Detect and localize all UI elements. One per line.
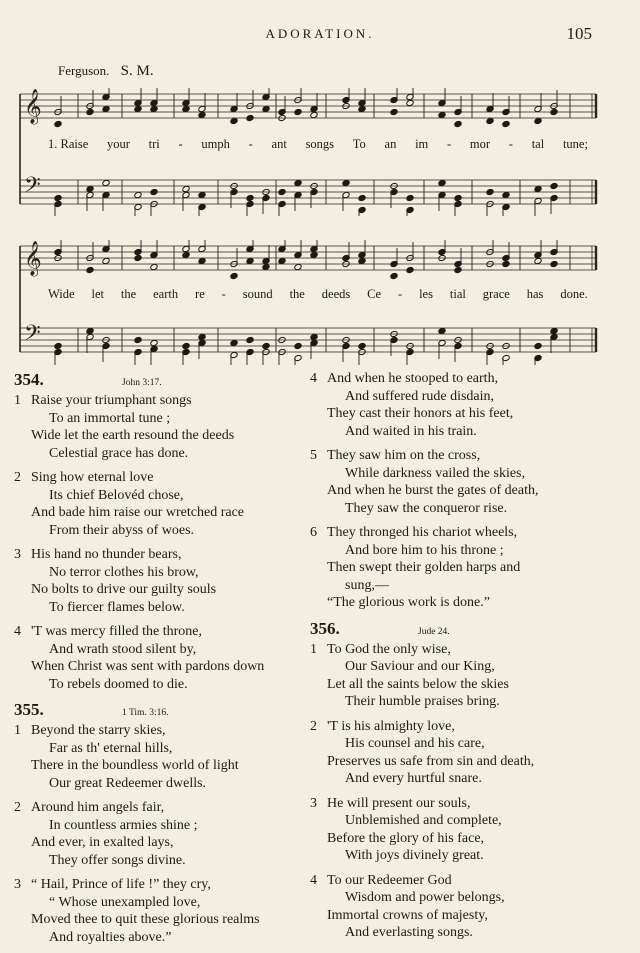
stanza-number: 5 — [310, 448, 317, 463]
line-text: Unblemished and complete, — [345, 813, 502, 828]
stanza-line — [310, 924, 610, 942]
stanza-number: 4 — [14, 624, 21, 639]
line-text: Moved thee to quit these glorious realms — [31, 912, 260, 927]
lyric-syllable: your — [107, 137, 130, 151]
running-head: ADORATION. — [265, 26, 375, 41]
stanza-line — [310, 559, 610, 577]
line-text: They saw him on the cross, — [327, 448, 481, 463]
line-text: Let all the saints below the skies — [327, 676, 509, 692]
lyric-line-1 — [14, 137, 602, 152]
stanza — [14, 469, 304, 539]
stanza-line — [14, 427, 304, 445]
stanza-line — [14, 658, 304, 676]
stanza-number: 2 — [14, 470, 21, 485]
stanza — [310, 524, 610, 612]
stanza — [310, 641, 610, 711]
hymn-number: 354. — [14, 370, 44, 389]
line-text: And everlasting songs. — [345, 925, 473, 940]
line-text: No bolts to drive our guilty souls — [31, 582, 217, 597]
stanza-line — [310, 889, 610, 907]
lyric-syllable: grace — [482, 287, 510, 301]
stanza-number: 1 — [14, 723, 21, 738]
lyric-syllable: the — [120, 287, 137, 301]
line-text: Around him angels fair, — [31, 800, 165, 815]
stanza — [310, 718, 610, 788]
line-text: 'T was mercy filled the throne, — [31, 624, 202, 639]
stanza-number: 2 — [14, 800, 21, 815]
lyric-syllable: - — [447, 137, 452, 151]
stanza-line — [310, 676, 610, 694]
stanza-line — [14, 564, 304, 582]
lyric-syllable: deeds — [321, 287, 351, 301]
line-text: There in the boundless world of light — [31, 758, 239, 773]
stanza-number: 2 — [310, 718, 317, 734]
line-text: Before the glory of his face, — [327, 830, 485, 846]
stanza-line — [14, 546, 304, 564]
right-column — [310, 370, 610, 949]
line-text: Wisdom and power belongs, — [345, 890, 505, 905]
stanza-line — [14, 392, 304, 410]
hymn-354 — [14, 370, 304, 693]
stanza-line — [310, 465, 610, 483]
stanza-line — [310, 594, 610, 612]
line-text: And waited in his train. — [345, 423, 477, 439]
bass-clef: 𝄢 — [24, 321, 41, 350]
line-text: Wide let the earth resound the deeds — [31, 428, 235, 443]
line-text: Sing how eternal love — [31, 470, 154, 485]
lyric-syllable: To — [352, 137, 366, 151]
stanza-line — [310, 735, 610, 753]
line-text: To God the only wise, — [327, 641, 451, 657]
lyric-syllable: 1. Raise — [48, 137, 89, 151]
lyric-syllable: the — [289, 287, 305, 301]
stanza-line — [310, 423, 610, 441]
treble-clef: 𝄞 — [24, 90, 42, 123]
stanza-number: 3 — [14, 547, 21, 562]
line-text: Celestial grace has done. — [49, 445, 189, 461]
stanza — [310, 447, 610, 517]
stanza-line — [310, 830, 610, 848]
stanza-number: 4 — [310, 371, 317, 386]
line-text: “ Hail, Prince of life !” they cry, — [31, 877, 211, 892]
scripture-reference: 1 Tim. 3:16. — [122, 708, 169, 718]
notes — [54, 88, 558, 216]
stanza-line — [14, 722, 304, 740]
stanza-line — [14, 834, 304, 852]
stanza-line — [310, 795, 610, 813]
lyric-syllable: - — [397, 287, 403, 301]
line-text: To fiercer flames below. — [49, 599, 185, 615]
line-text: Then swept their golden harps and — [327, 560, 521, 575]
line-text: Our great Redeemer dwells. — [49, 775, 207, 791]
line-text: They cast their honors at his feet, — [327, 406, 514, 421]
line-text: And suffered rude disdain, — [345, 388, 495, 404]
stanza — [14, 392, 304, 462]
bass-clef: 𝄢 — [24, 173, 41, 202]
stanza-line — [310, 872, 610, 890]
line-text: He will present our souls, — [327, 795, 471, 811]
music-notation — [14, 240, 602, 365]
lyric-syllable: im — [415, 137, 429, 151]
stanza-line — [310, 370, 610, 388]
stanza-line — [14, 929, 304, 947]
stanza-line — [14, 504, 304, 522]
line-text: They thronged his chariot wheels, — [327, 525, 518, 540]
lyric-syllable: Wide — [48, 287, 75, 301]
line-text: And when he stooped to earth, — [327, 371, 499, 386]
lyric-syllable: mor — [469, 137, 491, 151]
music-system-1 — [14, 88, 602, 216]
line-text: To our Redeemer God — [327, 872, 452, 888]
stanza — [14, 722, 304, 792]
stanza-line — [14, 911, 304, 929]
stanza-line — [14, 817, 304, 835]
line-text: And bade him raise our wretched race — [31, 505, 245, 520]
line-text: His hand no thunder bears, — [31, 547, 182, 562]
stanza-line — [14, 623, 304, 641]
stanza-line — [14, 641, 304, 659]
lyric-syllable: umph — [201, 137, 230, 151]
lyric-syllable: tial — [449, 287, 466, 301]
line-text: Immortal crowns of majesty, — [327, 907, 488, 923]
lyric-syllable: re — [195, 287, 205, 301]
scripture-reference: Jude 24. — [418, 626, 450, 637]
line-text: His counsel and his care, — [345, 736, 485, 751]
stanza-line — [14, 487, 304, 505]
lyric-syllable: tune; — [562, 137, 588, 151]
stanza-number: 1 — [14, 393, 21, 408]
stanza-number: 1 — [310, 641, 317, 657]
lyric-syllable: tri — [148, 137, 160, 151]
stanza-number: 6 — [310, 525, 317, 540]
line-text: No terror clothes his brow, — [49, 564, 199, 580]
stanza-number: 3 — [14, 877, 21, 892]
line-text: To rebels doomed to die. — [49, 676, 188, 692]
line-text: Their humble praises bring. — [345, 694, 500, 709]
stanza — [14, 876, 304, 946]
tune-name: Ferguson. — [58, 63, 110, 78]
lyric-syllable: songs — [305, 137, 335, 151]
tune-meter: S. M. — [120, 63, 154, 79]
lyric-syllable: ant — [271, 137, 287, 151]
line-text: And when he burst the gates of death, — [327, 483, 539, 498]
music-notation — [14, 88, 602, 216]
stanza-line — [14, 757, 304, 775]
tune-heading — [58, 63, 154, 80]
line-text: “ Whose unexampled love, — [49, 894, 201, 910]
lyric-syllable: - — [508, 137, 513, 151]
lyric-syllable: - — [178, 137, 183, 151]
stanza — [14, 799, 304, 869]
stanza-line — [310, 693, 610, 711]
stanza-line — [310, 524, 610, 542]
line-text: And wrath stood silent by, — [49, 641, 197, 657]
stanza-line — [14, 852, 304, 870]
line-text: 'T is his almighty love, — [327, 718, 455, 734]
stanza-line — [14, 469, 304, 487]
stanza-number: 3 — [310, 795, 317, 811]
line-text: And bore him to his throne ; — [345, 542, 504, 558]
page-number: 105 — [566, 24, 592, 43]
line-text: To an immortal tune ; — [49, 410, 171, 426]
stanza — [14, 623, 304, 693]
line-text: And ever, in exalted lays, — [31, 835, 174, 850]
stanza-line — [14, 876, 304, 894]
line-text: They offer songs divine. — [49, 852, 186, 868]
line-text: With joys divinely great. — [345, 848, 484, 863]
lyric-syllable: Ce — [367, 287, 382, 301]
stanza-line — [310, 847, 610, 865]
left-column — [14, 370, 304, 953]
line-text: Raise your triumphant songs — [31, 393, 192, 408]
line-text: While darkness vailed the skies, — [345, 465, 526, 481]
lyric-syllable: - — [248, 137, 253, 151]
line-text: From their abyss of woes. — [49, 522, 195, 538]
lyric-syllable: done. — [560, 287, 588, 301]
lyric-syllable: an — [384, 137, 397, 151]
line-text: Preserves us safe from sin and death, — [327, 753, 535, 769]
stanza-line — [310, 753, 610, 771]
stanza — [310, 795, 610, 865]
stanza-line — [310, 405, 610, 423]
stanza-line — [14, 581, 304, 599]
line-text: Beyond the starry skies, — [31, 723, 166, 738]
stanza-line — [310, 812, 610, 830]
stanza-line — [14, 445, 304, 463]
hymn-355 — [14, 700, 304, 946]
stanza-line — [14, 599, 304, 617]
hymn-354-continued — [310, 370, 610, 612]
stanza — [310, 370, 610, 440]
stanza-line — [310, 577, 610, 595]
stanza-line — [14, 894, 304, 912]
stanza-line — [14, 676, 304, 694]
line-text: In countless armies shine ; — [49, 817, 198, 833]
stanza-line — [14, 410, 304, 428]
stanza-line — [14, 522, 304, 540]
hymn-356 — [310, 619, 610, 942]
line-text: Its chief Belovéd chose, — [49, 487, 184, 503]
line-text: Our Saviour and our King, — [345, 659, 495, 674]
hymn-number: 355. — [14, 700, 44, 719]
stanza-line — [310, 542, 610, 560]
lyric-syllable: les — [419, 287, 433, 301]
music-system-2 — [14, 240, 602, 365]
stanza-number: 4 — [310, 872, 317, 888]
line-text: “The glorious work is done.” — [327, 595, 490, 610]
line-text: They saw the conqueror rise. — [345, 500, 508, 516]
line-text: And royalties above.” — [49, 929, 172, 945]
stanza-line — [310, 907, 610, 925]
lyric-syllable: has — [526, 287, 544, 301]
hymn-number: 356. — [310, 618, 340, 638]
lyric-syllable: tal — [531, 137, 545, 151]
stanza-line — [14, 740, 304, 758]
stanza-line — [14, 799, 304, 817]
lyric-syllable: let — [91, 287, 104, 301]
stanza-line — [310, 641, 610, 659]
lyric-syllable: earth — [153, 287, 179, 301]
stanza-line — [310, 388, 610, 406]
stanza — [14, 546, 304, 616]
stanza-line — [310, 482, 610, 500]
stanza-line — [310, 500, 610, 518]
stanza — [310, 872, 610, 942]
stanza-line — [310, 718, 610, 736]
stanza-line — [310, 658, 610, 676]
lyric-line-2 — [14, 287, 602, 302]
stanza-line — [310, 447, 610, 465]
line-text: When Christ was sent with pardons down — [31, 659, 265, 674]
lyric-syllable: sound — [242, 287, 273, 301]
lyric-syllable: - — [221, 287, 226, 301]
line-text: sung,— — [345, 577, 389, 593]
stanza-line — [14, 775, 304, 793]
stanza-line — [310, 770, 610, 788]
scripture-reference: John 3:17. — [122, 378, 162, 388]
line-text: And every hurtful snare. — [345, 771, 482, 786]
treble-clef: 𝄞 — [24, 242, 42, 275]
line-text: Far as th' eternal hills, — [49, 740, 173, 756]
